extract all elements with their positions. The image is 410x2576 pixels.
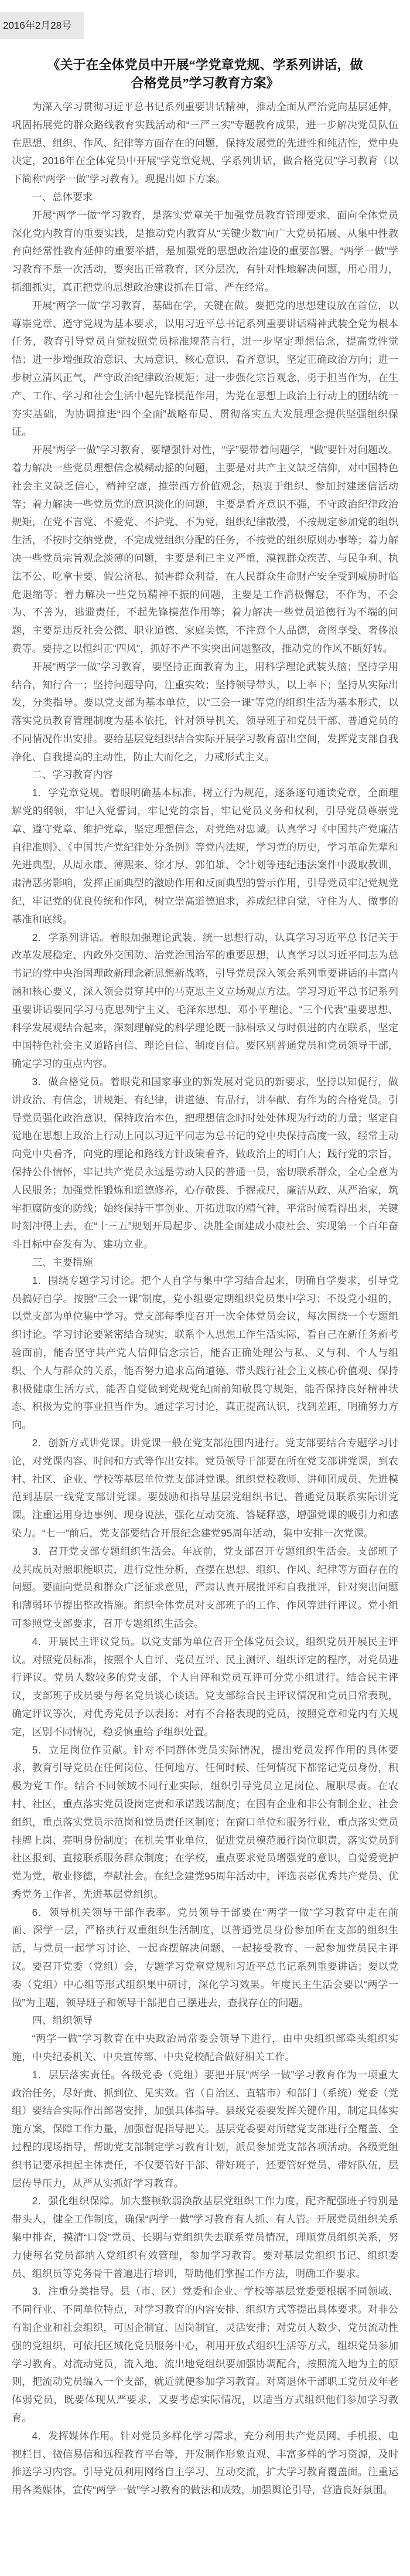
paragraph: 开展“两学一做”学习教育，要坚持正面教育为主，用科学理论武装头脑；坚持学用结合，知行合一；坚持问题导向，注重实效；坚持领导带头，以上率下；坚持从实际出发，分类指导。要以党支部为基本单位，以“三会一课”等党的组织生活为基本形式，以落实党员教育管理制度为基本依托，针对领导机关、领导班子和党员干部、普通党员的不同情况作出安排。要给基层党组织结合实际开展学习教育留出空间，发挥党支部自我净化、自我提高的主动性，防止大而化之，力戒形式主义。 (12, 660, 398, 763)
paragraph: 开展“两学一做”学习教育，是落实党章关于加强党员教育管理要求、面向全体党员深化党内教育的重要实践，是推动党内教育从“关键少数”向广大党员拓展、从集中性教育向经常性教育延伸的重要举措，是加强党的思想政治建设的重要部署。“两学一做”学习教育不是一次活动，要突出正常教育，区分层次，有针对性地解决问题，用心用力，抓细抓实，真正把党的思想政治建设抓在日常、严在经常。 (12, 209, 398, 293)
paragraph: 2．学系列讲话。着眼加强理论武装、统一思想行动，认真学习习近平总书记关于改革发展稳定、内政外交国防、治党治国治军的重要思想，认真学习以习近平同志为总书记的党中央治国理政新理念新思想新战略，引导党员深入领会系列重要讲话的丰富内涵和核心要义，深入领会贯穿其中的马克思主义立场观点方法。学习习近平总书记系列重要讲话要同学习马克思列宁主义、毛泽东思想、邓小平理论、“三个代表”重要思想、科学发展观结合起来，深刻理解党的科学理论既一脉相承又与时俱进的内在联系，坚定中国特色社会主义道路自信、理论自信、制度自信。要区别普通党员和党员领导干部，确定学习的重点内容。 (12, 931, 398, 1070)
section-heading: 一、总体要求 (32, 191, 93, 203)
paragraph: 6．领导机关领导干部作表率。党员领导干部要在“两学一做”学习教育中走在前面、深学一层，严格执行双重组织生活制度，以普通党员身份参加所在支部的组织生活，与党员一起学习讨论、一起查摆解决问题、一起接受教育、一起参加党员民主评议。要召开党委（党组）会，专题学习党章党规和习近平总书记系列重要讲话；要以党委（党组）中心组等形式组织集中研讨，深化学习效果。年度民主生活会要以“两学一做”为主题，领导班子和领导干部把自己摆进去，查找存在的问题。 (12, 1906, 398, 2009)
document-title: 《关于在全体党员中开展“学党章党规、学系列讲话，做合格党员”学习教育方案》 (47, 57, 363, 90)
paragraph: 开展“两学一做”学习教育，要增强针对性，“学”要带着问题学，“做”要针对问题改。着力解决一些党员理想信念模糊动摇的问题，主要是对共产主义缺乏信仰，对中国特色社会主义缺乏信心，精神空虚，推崇西方价值观念，热衷于组织、参加封建迷信活动等；着力解决一些党员党的意识淡化的问题，主要是看齐意识不强，不守政治纪律政治规矩，在党不言党、不爱党、不护党、不为党，组织纪律散漫，不按规定参加党的组织生活，不按时交纳党费，不完成党组织分配的任务，不按党的组织原则办事等；着力解决一些党员宗旨观念淡薄的问题，主要是利己主义严重，漠视群众疾苦、与民争利、执法不公、吃拿卡要、假公济私、损害群众利益，在人民群众生命财产安全受到威胁时临危退缩等；着力解决一些党员精神不振的问题，主要是工作消极懈怠，不作为、不会为、不善为，逃避责任，不起先锋模范作用等；着力解决一些党员道德行为不端的问题，主要是违反社会公德、职业道德、家庭美德，不注意个人品德，贪图享受、奢侈浪费等。要持之以恒纠正“四风”，抓好不严不实突出问题整改，推动党的作风不断好转。 (12, 444, 398, 654)
paragraph: “两学一做”学习教育在中央政治局常委会领导下进行，由中央组织部牵头组织实施，中央纪委机关、中央宣传部、中央党校配合做好相关工作。 (12, 2033, 398, 2063)
paragraph: 开展“两学一做”学习教育，基础在学，关键在做。要把党的思想建设放在首位，以尊崇党章、遵守党规为基本要求，以用习近平总书记系列重要讲话精神武装全党为根本任务，教育引导党员自觉按照党员标准规范言行，进一步坚定理想信念，提高党性觉悟；进一步增强政治意识、大局意识、核心意识、看齐意识，坚定正确政治方向；进一步树立清风正气，严守政治纪律政治规矩；进一步强化宗旨观念，勇于担当作为，在生产、工作、学习和社会生活中起先锋模范作用，为党在思想上政治上行动上的团结统一夯实基础，为协调推进“四个全面”战略布局、贯彻落实五大发展理念提供坚强组织保证。 (12, 299, 398, 438)
paragraph: 3．做合格党员。着眼党和国家事业的新发展对党员的新要求，坚持以知促行，做讲政治、有信念，讲规矩、有纪律，讲道德、有品行，讲奉献、有作为的合格党员。引导党员强化政治意识，保持政治本色，把理想信念时时处处体现为行动的力量；坚定自觉地在思想上政治上行动上同以习近平同志为总书记的党中央保持高度一致，经常主动向党中央看齐，向党的理论和路线方针政策看齐，做政治上的明白人；践行党的宗旨，保持公仆情怀，牢记共产党员永远是劳动人民的普通一员，密切联系群众，全心全意为人民服务；加强党性锻炼和道德修养，心存敬畏、手握戒尺，廉洁从政、从严治家，筑牢拒腐防变的防线；始终保持干事创业、开拓进取的精气神，平常时候看得出来，关键时刻冲得上去，在“十三五”规划开局起步、决胜全面建成小康社会、实现第一个百年奋斗目标中奋发有为、建功立业。 (12, 1076, 398, 1250)
section-heading: 三、主要措施 (32, 1256, 93, 1268)
document-body (0, 98, 410, 2514)
paragraph: 2．强化组织保障。加大整顿软弱涣散基层党组织工作力度，配齐配强班子特别是带头人，健全工作制度，确保“两学一做”学习教育有人抓、有人管。开展党员组织关系集中排查，摸清“口袋”党员、长期与党组织失去联系党员情况，理顺党员组织关系，努力使每名党员都纳入党组织有效管理，参加学习教育。要对基层党组织书记、组织委员、组织员等党务骨干普遍进行培训，帮助他们掌握工作方法，明确工作要求。 (12, 2195, 398, 2279)
paragraph: 5．立足岗位作贡献。针对不同群体党员实际情况，提出党员发挥作用的具体要求，教育引导党员在任何岗位、任何地方、任何时候、任何情况下都铭记党员身份，积极为党工作。结合不同领域不同行业实际，组织引导党员立足岗位、履职尽责。在农村、社区，重点落实党员设岗定责和承诺践诺制度；在国有企业和非公有制企业、社会组织，重点落实党员示范岗和党员责任区制度；在窗口单位和服务行业，重点落实党员挂牌上岗、亮明身份制度；在机关事业单位，促进党员模范履行岗位职责，落实党员到社区报到、直接联系服务群众制度；在学校，重点要求党员增强党的意识，自觉爱党护党为党，敬业修德，奉献社会。在纪念建党95周年活动中，评选表彰优秀共产党员、优秀党务工作者、先进基层党组织。 (12, 1744, 398, 1900)
paragraph: 2．创新方式讲党课。讲党课一般在党支部范围内进行。党支部要结合专题学习讨论，对党课内容、时间和方式等作出安排。党员领导干部要在所在党支部讲党课，到农村、社区、企业、学校等基层单位党支部讲党课。组织党校教师、讲师团成员、先进模范到基层一线党支部讲党课。要鼓励和指导基层党组织书记、普通党员联系实际讲党课。注重运用身边事例、现身说法，强化互动交流、答疑释惑，增强党课的吸引力和感染力。“七一”前后，党支部要结合开展纪念建党95周年活动，集中安排一次党课。 (12, 1436, 398, 1539)
paragraph: 1．学党章党规。着眼明确基本标准、树立行为规范，逐条逐句通读党章，全面理解党的纲领，牢记入党誓词，牢记党的宗旨，牢记党员义务和权利，引导党员尊崇党章、遵守党章、维护党章，坚定理想信念，对党绝对忠诚。认真学习《中国共产党廉洁自律准则》、《中国共产党纪律处分条例》等党内法规，学习党的历史，学习革命先辈和先进典型，从周永康、薄熙来、徐才厚、郭伯雄、令计划等违纪违法案件中汲取教训，肃清恶劣影响，发挥正面典型的激励作用和反面典型的警示作用，引导党员牢记党规党纪，牢记党的优良传统和作风，树立崇高道德追求，养成纪律自觉，守住为人、做事的基准和底线。 (12, 787, 398, 925)
paragraph: 4．开展民主评议党员。以党支部为单位召开全体党员会议，组织党员开展民主评议。对照党员标准，按照个人自评、党员互评、民主测评、组织评定的程序，对党员进行评议。党员人数较多的党支部，个人自评和党员互评可分党小组进行。结合民主评议，支部班子成员要与每名党员谈心谈话。党支部综合民主评议情况和党员日常表现，确定评议等次，对优秀党员予以表扬；对有不合格表现的党员，按照党章和党内有关规定，区别不同情况，稳妥慎重给予组织处置。 (12, 1635, 398, 1738)
paragraph: 1．层层落实责任。各级党委（党组）要把开展“两学一做”学习教育作为一项重大政治任务，尽好责、抓到位、见实效。省（自治区、直辖市）和部门（系统）党委（党组）要结合实际作出部署安排，加强具体指导。县级党委要发挥关键作用，制定具体实施方案，保障工作力量，加强督促指导把关。基层党委要对所辖党支部进行全覆盖、全过程的现场指导，帮助党支部制定学习教育计划，派员参加党支部各项活动。各级党组织书记要承担起主体责任，不仅要管好干部、带好班子，还要管好党员、带好队伍，层层传导压力，从严从实抓好学习教育。 (12, 2068, 398, 2189)
paragraph: 1．围绕专题学习讨论。把个人自学与集中学习结合起来，明确自学要求，引导党员搞好自学。按照“三会一课”制度，党小组要定期组织党员集中学习；不设党小组的，以党支部为单位集中学习。党支部每季度召开一次全体党员会议，每次围绕一个专题组织讨论。学习讨论要紧密结合现实，联系个人思想工作生活实际，看自己在新任务新考验面前，能否坚守共产党人信仰信念宗旨，能否正确处理公与私、义与利、个人与组织、个人与群众的关系，能否努力追求高尚道德、带头践行社会主义核心价值观、保持积极健康生活方式，能否自觉做到党规党纪面前知敬畏守规矩，能否保持良好精神状态、积极为党的事业担当作为。通过学习讨论，真正提高认识，找到差距，明确努力方向。 (12, 1274, 398, 1431)
paragraph: 4．发挥媒体作用。针对党员多样化学习需求，充分利用共产党员网、手机报、电视栏目、微信易信和远程教育平台等，开发制作形象直观、丰富多样的学习资源，及时推送学习内容。引导党员利用网络自主学习、互动交流，扩大学习教育覆盖面。注重运用各类媒体，宣传“两学一做”学习教育的做法和成效，加强舆论引导，营造良好氛围。 (12, 2429, 398, 2496)
section-heading: 二、学习教育内容 (32, 769, 113, 781)
date-badge: 2016年2月28号 (0, 12, 84, 39)
section-heading: 四、组织领导 (32, 2014, 93, 2027)
paragraph: 3．注重分类指导。县（市、区）党委和企业、学校等基层党委要根据不同领域、不同行业、不同单位特点，对学习教育的内容安排、组织方式等提出具体要求。对非公有制企业和社会组织，可因企制宜、因岗制宜，灵活安排；对党员人数少、党员流动性强的党组织，可依托区域化党员服务中心，利用开放式组织生活等方式，组织党员参加学习教育。对流动党员，流入地、流出地党组织要加强协调配合，按照流入地为主的原则，把流动党员编入一个支部，就近就便参加学习教育。对离退休干部职工党员及年老体弱党员，既要体现从严要求，又要考虑实际情况，以适当方式组织他们参加学习教育。 (12, 2285, 398, 2424)
paragraph: 3．召开党支部专题组织生活会。年底前，党支部召开专题组织生活会。支部班子及其成员对照职能职责，进行党性分析，查摆在思想、组织、作风、纪律等方面存在的问题。要面向党员和群众广泛征求意见，严肃认真开展批评和自我批评，针对突出问题和薄弱环节提出整改措施。组织全体党员对支部班子的工作、作风等进行评议。党小组可参照党支部要求，召开专题组织生活会。 (12, 1545, 398, 1629)
paragraph: 为深入学习贯彻习近平总书记系列重要讲话精神，推动全面从严治党向基层延伸，巩固拓展党的群众路线教育实践活动和“三严三实”专题教育成果，进一步解决党员队伍在思想、组织、作风、纪律等方面存在的问题，保持发展党的先进性和纯洁性，党中央决定，2016年在全体党员中开展“学党章党规、学系列讲话，做合格党员”学习教育（以下简称“两学一做”学习教育）。现提出如下方案。 (12, 101, 398, 185)
